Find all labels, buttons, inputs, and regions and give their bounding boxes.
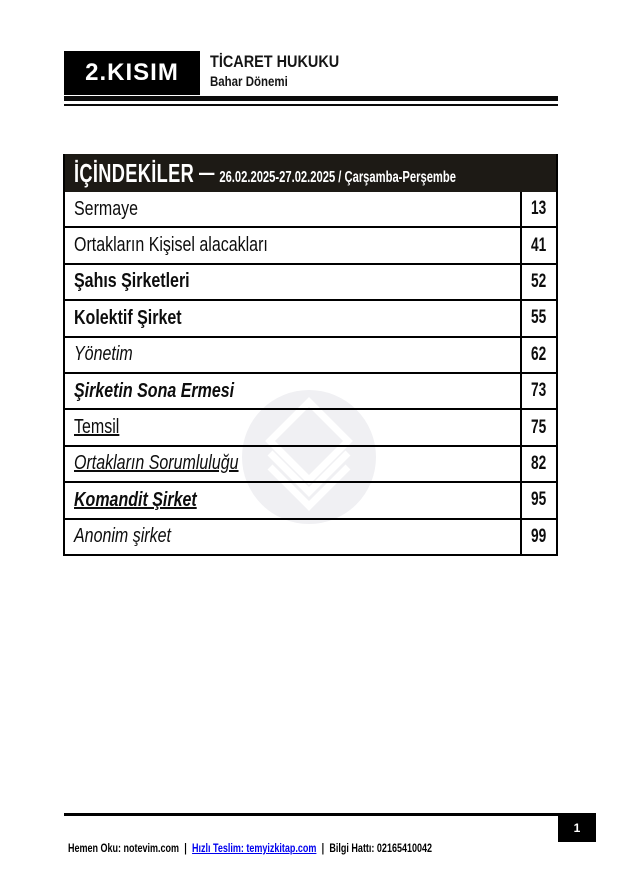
table-row [65, 265, 556, 301]
toc-row-label-cell [65, 374, 520, 408]
course-title: TİCARET HUKUKU [210, 52, 340, 71]
table-of-contents [63, 154, 558, 556]
table-row [65, 520, 556, 556]
toc-row-page: 95 [531, 489, 547, 511]
header-rule-thick [64, 96, 558, 101]
toc-header-bar [65, 154, 556, 192]
table-row [65, 483, 556, 519]
toc-row-label: Şirketin Sona Ermesi [74, 379, 235, 402]
toc-row-label-cell [65, 301, 520, 335]
page-number-box [558, 813, 596, 842]
toc-row-label: Sermaye [74, 197, 139, 220]
toc-row-label-cell [65, 192, 520, 226]
toc-row-label: Anonim şirket [74, 525, 171, 548]
toc-rows [65, 192, 556, 556]
table-row [65, 228, 556, 264]
page-number: 1 [573, 820, 581, 835]
footer-delivery-link[interactable]: Hızlı Teslim: temyizkitap.com [192, 841, 317, 855]
toc-row-label: Komandit Şirket [74, 488, 197, 511]
toc-row-page: 75 [531, 416, 547, 438]
table-row [65, 301, 556, 337]
footer-text [68, 840, 553, 856]
footer-info-label: Bilgi Hattı: 02165410042 [329, 841, 432, 855]
toc-row-label-cell [65, 447, 520, 481]
toc-row-label-cell [65, 265, 520, 299]
table-row [65, 374, 556, 410]
toc-row-page-cell [520, 410, 556, 444]
toc-row-label-cell [65, 483, 520, 517]
toc-row-page-cell [520, 483, 556, 517]
header-rule-thin [64, 104, 558, 106]
table-row [65, 192, 556, 228]
footer-separator: | [321, 841, 325, 855]
footer-read-label: Hemen Oku: notevim.com [68, 841, 180, 855]
part-number-label: 2.KISIM [85, 59, 179, 86]
footer-separator: | [184, 841, 187, 855]
toc-row-label: Temsil [74, 416, 120, 439]
part-number-box [64, 51, 200, 95]
toc-row-label: Ortakların Kişisel alacakları [74, 234, 268, 257]
toc-title-dash: — [199, 159, 215, 185]
toc-title: İÇİNDEKİLER [74, 157, 195, 188]
toc-row-page: 55 [531, 307, 547, 329]
toc-row-page-cell [520, 192, 556, 226]
toc-row-page-cell [520, 447, 556, 481]
toc-row-page-cell [520, 228, 556, 262]
table-row [65, 447, 556, 483]
toc-date-range: 26.02.2025-27.02.2025 / Çarşamba-Perşembe [219, 168, 456, 186]
toc-row-label-cell [65, 520, 520, 554]
footer-rule [64, 813, 558, 816]
toc-row-page: 52 [531, 270, 547, 292]
toc-row-page: 82 [531, 452, 547, 474]
toc-row-page: 13 [531, 198, 547, 220]
toc-row-label-cell [65, 410, 520, 444]
toc-row-label: Şahıs Şirketleri [74, 270, 190, 293]
toc-row-page: 73 [531, 380, 547, 402]
toc-row-label: Kolektif Şirket [74, 306, 182, 329]
toc-row-label-cell [65, 228, 520, 262]
toc-row-label-cell [65, 338, 520, 372]
toc-row-page: 99 [531, 525, 547, 547]
toc-row-page-cell [520, 338, 556, 372]
course-term: Bahar Dönemi [210, 74, 288, 89]
toc-row-page-cell [520, 374, 556, 408]
toc-row-page: 62 [531, 343, 547, 365]
table-row [65, 338, 556, 374]
table-row [65, 410, 556, 446]
toc-row-label: Ortakların Sorumluluğu [74, 452, 239, 475]
toc-row-page-cell [520, 301, 556, 335]
toc-row-page: 41 [531, 234, 547, 256]
toc-row-page-cell [520, 265, 556, 299]
toc-row-page-cell [520, 520, 556, 554]
toc-row-label: Yönetim [74, 343, 133, 366]
